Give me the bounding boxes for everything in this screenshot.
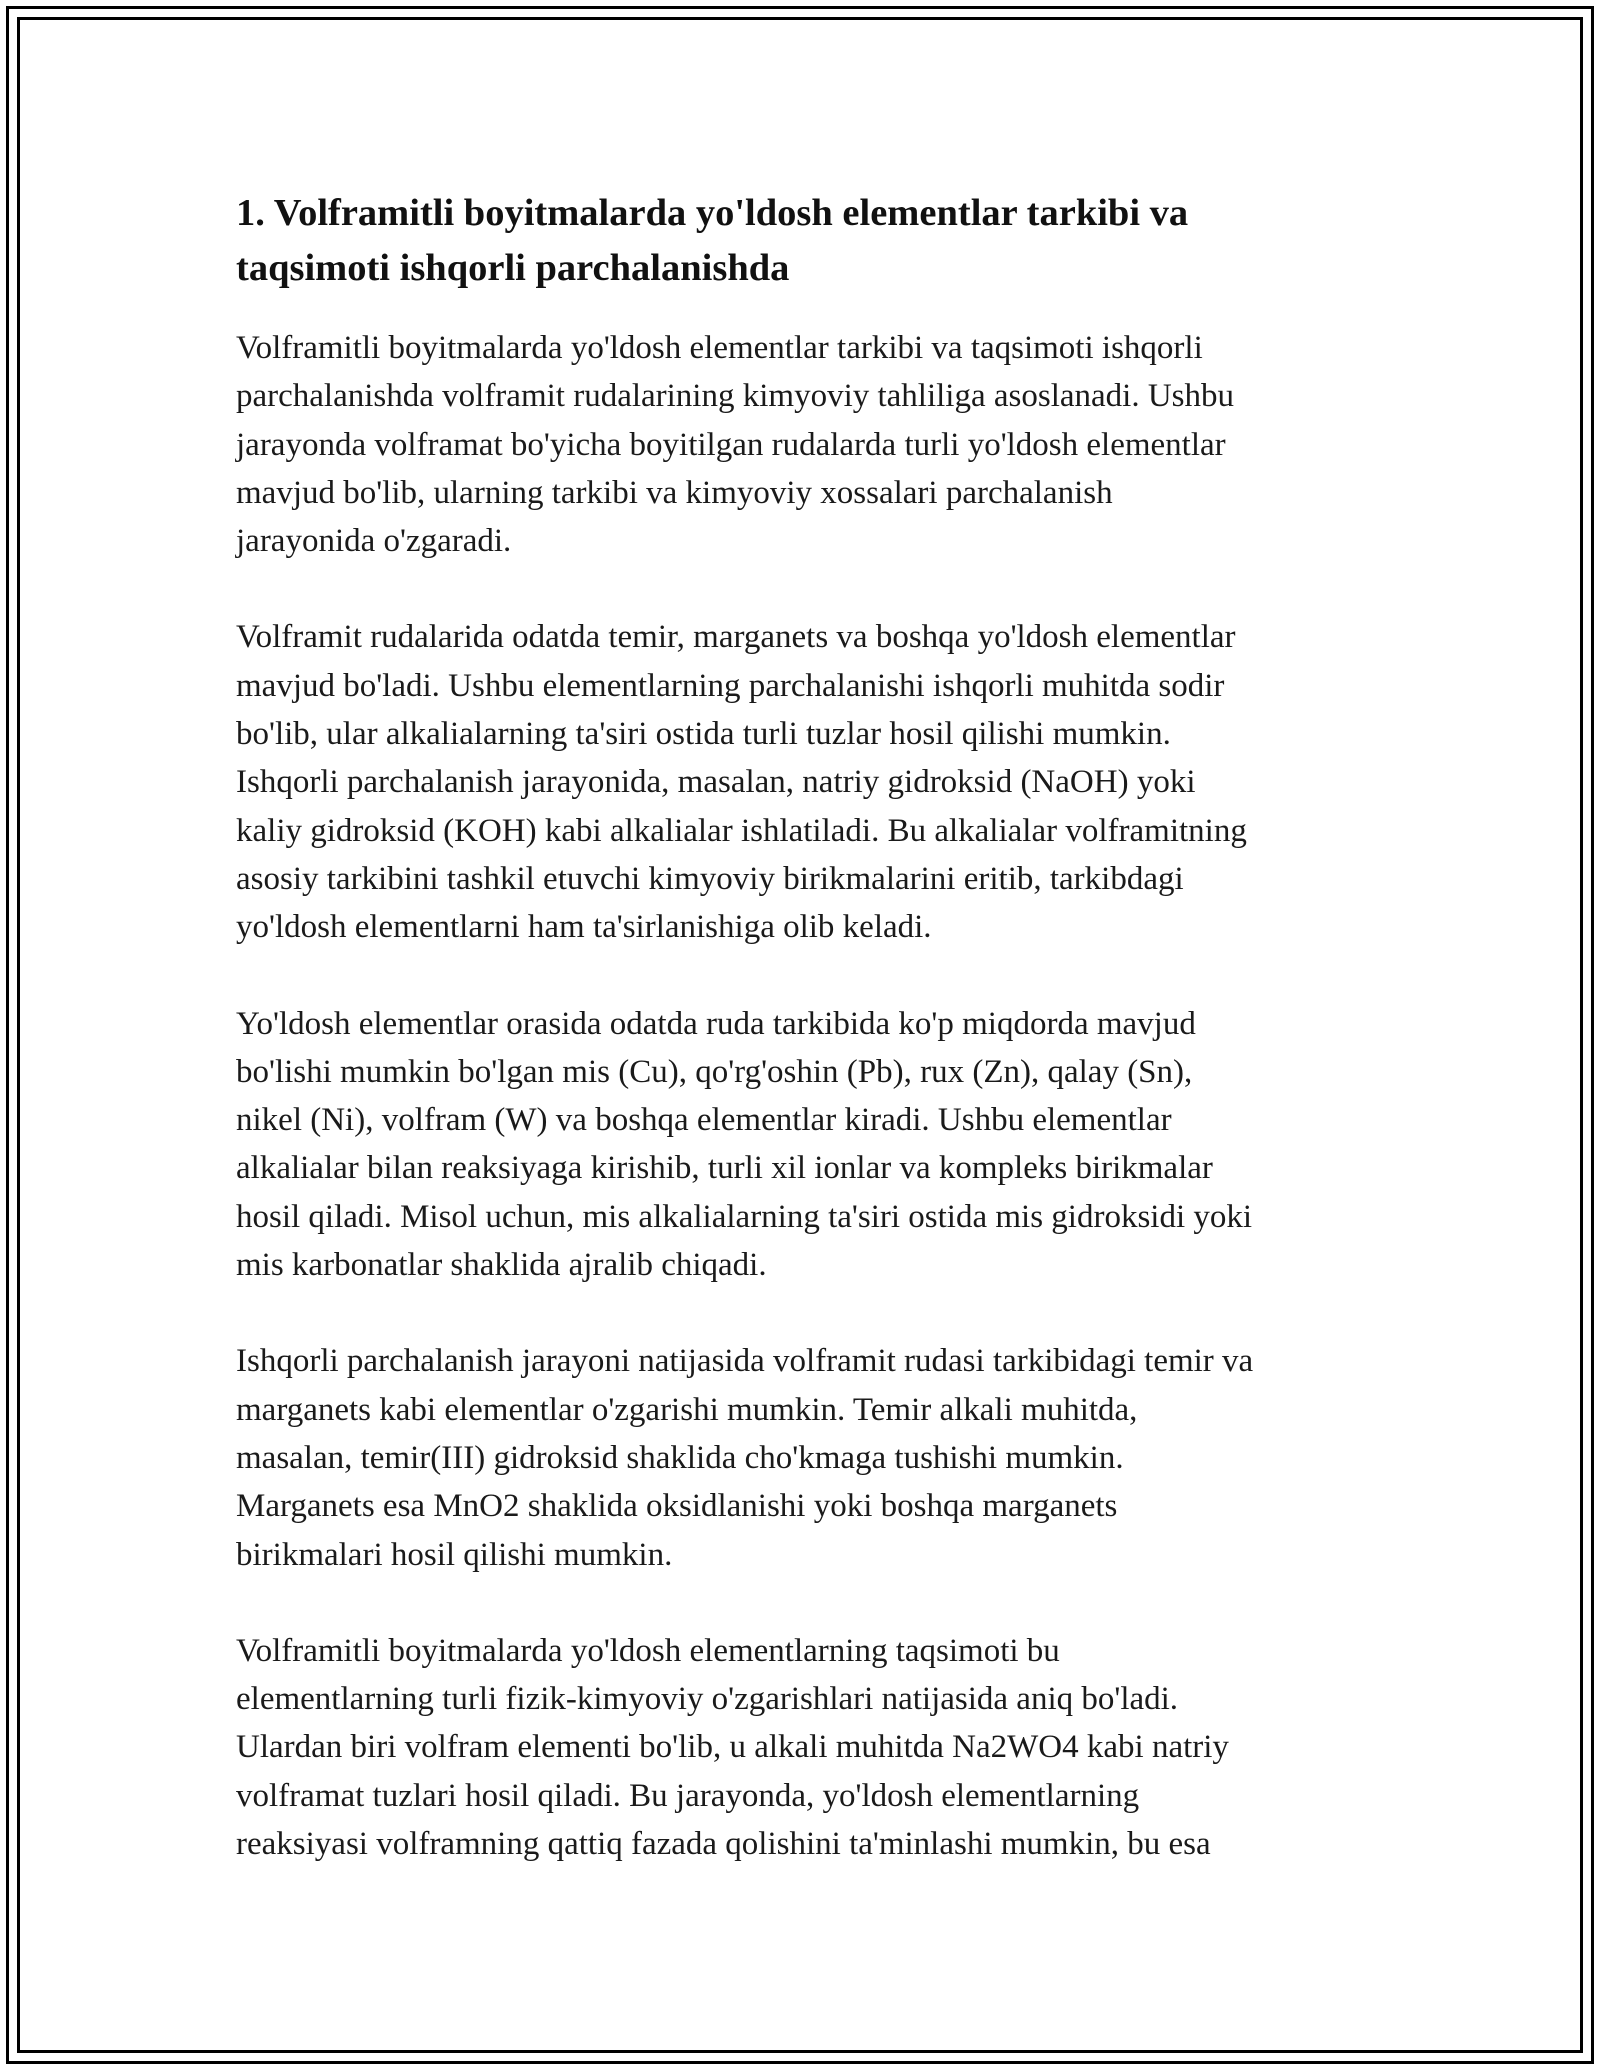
document-body	[236, 186, 1396, 1916]
paragraph-4: Ishqorli parchalanish jarayoni natijasida volframit rudasi tarkibidagi temir va marganets kabi elementlar o'zgarishi mumkin. Temir alkali muhitda, masalan, temir(III) gidroksid shaklida cho'kmaga tushishi mumkin. Marganets esa MnO2 shaklida oksidlanishi yoki boshqa marganets birikmalari hosil qilishi mumkin.	[236, 1343, 1254, 1573]
section-heading: 1. Volframitli boyitmalarda yo'ldosh elementlar tarkibi va taqsimoti ishqorli parchalanishda	[236, 192, 1189, 289]
paragraph-5: Volframitli boyitmalarda yo'ldosh elementlarning taqsimoti bu elementlarning turli fizik-kimyoviy o'zgarishlari natijasida aniq bo'ladi. Ulardan biri volfram elementi bo'lib, u alkali muhitda Na2WO4 kabi natriy volframat tuzlari hosil qiladi. Bu jarayonda, yo'ldosh elementlarning reaksiyasi volframning qattiq fazada qolishini ta'minlashi mumkin, bu esa	[236, 1632, 1229, 1863]
paragraph-2: Volframit rudalarida odatda temir, marganets va boshqa yo'ldosh elementlar mavjud bo'ladi. Ushbu elementlarning parchalanishi ishqorli muhitda sodir bo'lib, ular alkalialarning ta'siri ostida turli tuzlar hosil qilishi mumkin. Ishqorli parchalanish jarayonida, masalan, natriy gidroksid (NaOH) yoki kaliy gidroksid (KOH) kabi alkalialar ishlatiladi. Bu alkalialar volframitning asosiy tarkibini tashkil etuvchi kimyoviy birikmalarini eritib, tarkibdagi yo'ldosh elementlarni ham ta'sirlanishiga olib keladi.	[236, 619, 1247, 946]
paragraph-3: Yo'ldosh elementlar orasida odatda ruda tarkibida ko'p miqdorda mavjud bo'lishi mumkin bo'lgan mis (Cu), qo'rg'oshin (Pb), rux (Zn), qalay (Sn), nikel (Ni), volfram (W) va boshqa elementlar kiradi. Ushbu elementlar alkalialar bilan reaksiyaga kirishib, turli xil ionlar va kompleks birikmalar hosil qiladi. Misol uchun, mis alkalialarning ta'siri ostida mis gidroksidi yoki mis karbonatlar shaklida ajralib chiqadi.	[236, 1005, 1253, 1284]
paragraph-1: Volframitli boyitmalarda yo'ldosh elementlar tarkibi va taqsimoti ishqorli parchalanishda volframit rudalarining kimyoviy tahliliga asoslanadi. Ushbu jarayonda volframat bo'yicha boyitilgan rudalarda turli yo'ldosh elementlar mavjud bo'lib, ularning tarkibi va kimyoviy xossalari parchalanish jarayonida o'zgaradi.	[236, 330, 1235, 560]
